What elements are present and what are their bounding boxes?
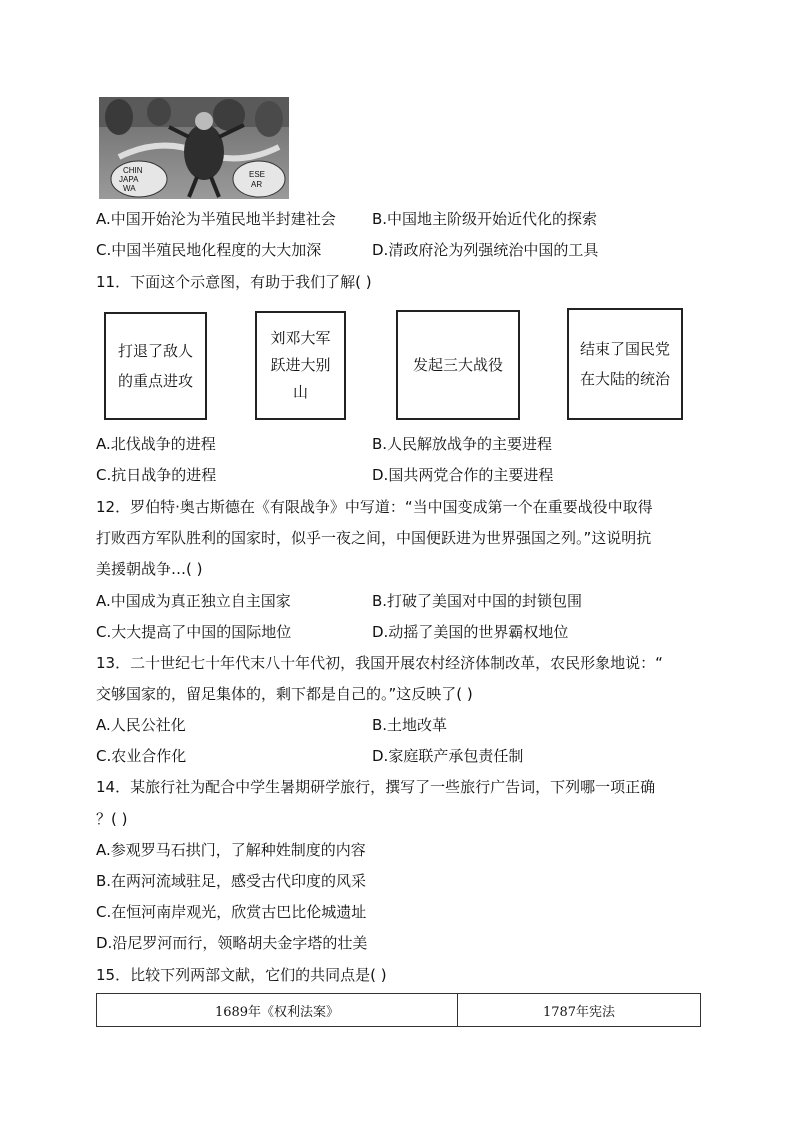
q13-option-a: A.人民公社化 <box>96 716 186 734</box>
q14-option-d: D.沿尼罗河而行，领略胡夫金字塔的壮美 <box>96 934 368 952</box>
q10-option-a: A.中国开始沦为半殖民地半封建社会 <box>96 210 336 228</box>
flow-box-1-line-2: 的重点进攻 <box>117 372 193 390</box>
q13-option-d: D.家庭联产承包责任制 <box>372 747 524 765</box>
flow-box-1-line-1: 打退了敌人 <box>117 342 193 360</box>
cartoon-image <box>99 97 289 199</box>
q12-option-c: C.大大提高了中国的国际地位 <box>96 623 292 641</box>
q12-option-a: A.中国成为真正独立自主国家 <box>96 592 291 610</box>
q10-option-b: B.中国地主阶级开始近代化的探索 <box>372 210 598 228</box>
table-header-bill-of-rights: 1689年《权利法案》 <box>97 994 458 1027</box>
q14-option-c: C.在恒河南岸观光，欣赏古巴比伦城遗址 <box>96 903 367 921</box>
q14-stem-line-1: 14．某旅行社为配合中学生暑期研学旅行，撰写了一些旅行广告词，下列哪一项正确 <box>96 778 656 796</box>
q12-option-b: B.打破了美国对中国的封锁包围 <box>372 592 583 610</box>
q13-option-c: C.农业合作化 <box>96 747 187 765</box>
flow-box-2 <box>255 311 346 420</box>
flow-box-4-line-2: 在大陆的统治 <box>579 370 670 388</box>
flow-box-2-line-3: 山 <box>292 383 308 401</box>
q11-stem: 11．下面这个示意图，有助于我们了解( ) <box>96 273 372 291</box>
flow-box-4-line-1: 结束了国民党 <box>579 340 670 358</box>
cartoon-text-wa: WA <box>123 184 136 193</box>
flow-box-1 <box>104 312 207 420</box>
q11-option-a: A.北伐战争的进程 <box>96 435 216 453</box>
q13-stem-line-1: 13．二十世纪七十年代末八十年代初，我国开展农村经济体制改革，农民形象地说：“ <box>96 654 663 672</box>
q12-option-d: D.动摇了美国的世界霸权地位 <box>372 623 569 641</box>
q11-option-b: B.人民解放战争的主要进程 <box>372 435 553 453</box>
q14-option-a: A.参观罗马石拱门，了解种姓制度的内容 <box>96 841 366 859</box>
q14-stem-line-2: ？( ) <box>96 810 128 828</box>
cartoon-text-chin: CHIN <box>123 166 143 175</box>
table-header-constitution: 1787年宪法 <box>458 994 701 1027</box>
q12-stem-line-2: 打败西方军队胜利的国家时，似乎一夜之间，中国便跃进为世界强国之列。”这说明抗 <box>96 529 652 547</box>
q13-option-b: B.土地改革 <box>372 716 448 734</box>
flow-box-2-line-2: 跃进大别 <box>270 356 331 374</box>
table-header-row <box>97 994 701 1027</box>
q15-stem: 15．比较下列两部文献，它们的共同点是( ) <box>96 966 387 984</box>
flow-box-2-line-1: 刘邓大军 <box>270 329 331 347</box>
cartoon-text-ese: ESE <box>249 170 266 179</box>
comparison-table <box>96 993 701 1027</box>
q13-stem-line-2: 交够国家的，留足集体的，剩下都是自己的。”这反映了( ) <box>96 685 473 703</box>
q12-stem-line-1: 12．罗伯特·奥古斯德在《有限战争》中写道：“当中国变成第一个在重要战役中取得 <box>96 498 653 516</box>
q14-option-b: B.在两河流域驻足，感受古代印度的风采 <box>96 872 367 890</box>
flow-box-3 <box>396 310 520 420</box>
q11-option-d: D.国共两党合作的主要进程 <box>372 466 554 484</box>
cartoon-text-ar: AR <box>251 180 263 189</box>
q11-option-c: C.抗日战争的进程 <box>96 466 217 484</box>
flow-box-3-line-1: 发起三大战役 <box>412 356 503 374</box>
cartoon-text-japa: JAPA <box>119 175 139 184</box>
flow-box-4 <box>567 308 683 420</box>
q10-option-c: C.中国半殖民地化程度的大大加深 <box>96 241 322 259</box>
q10-option-d: D.清政府沦为列强统治中国的工具 <box>372 241 599 259</box>
q12-stem-line-3: 美援朝战争…( ) <box>96 560 203 578</box>
